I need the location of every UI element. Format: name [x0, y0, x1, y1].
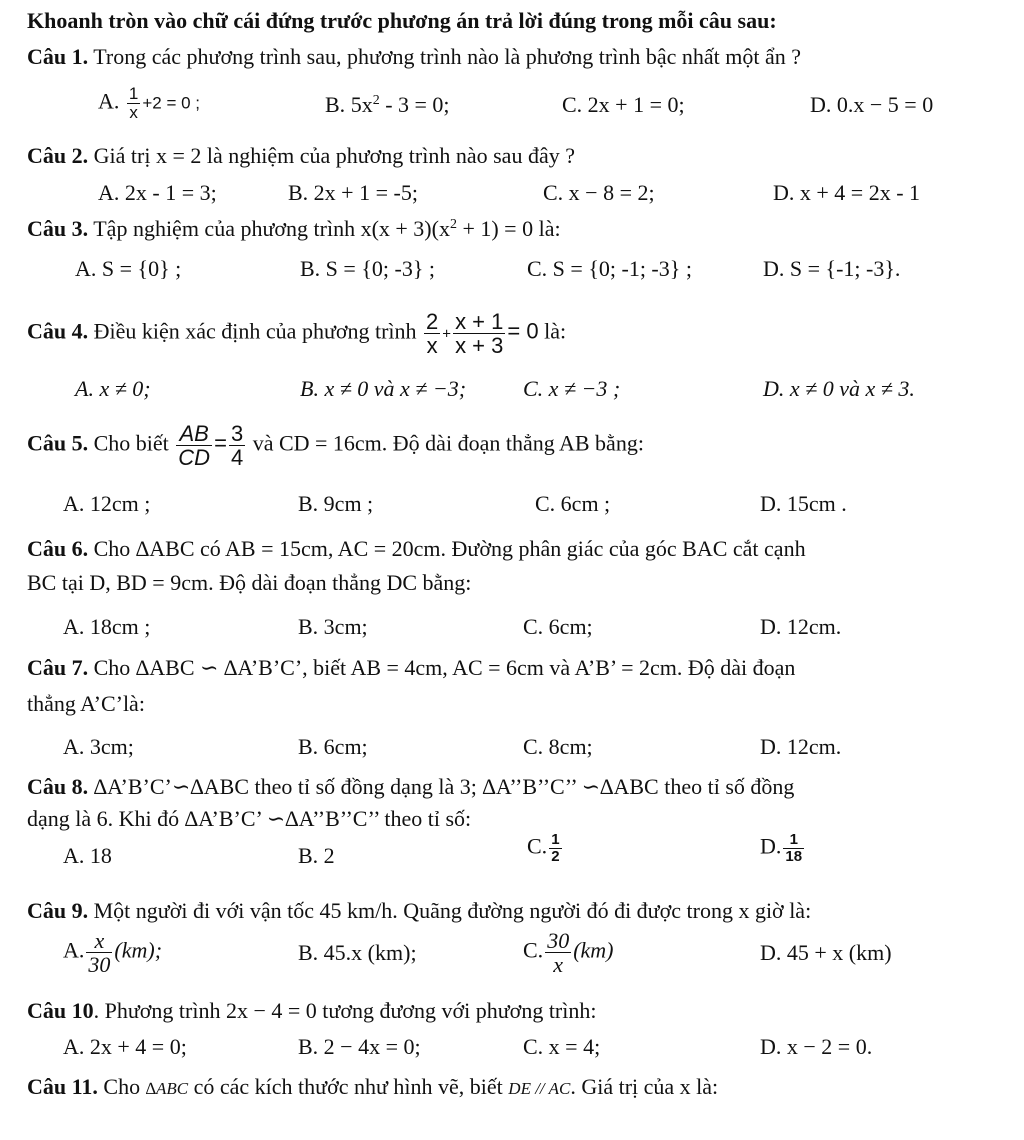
q5-fraction-1: $\frac{AB}{CD}$ [178, 421, 211, 471]
q4-option-c[interactable]: C. x ≠ −3 ; [523, 376, 621, 401]
q10-option-a[interactable]: A. 2x + 4 = 0; [63, 1034, 187, 1059]
question-9: Câu 9. Một người đi với vận tốc 45 km/h. Quãng đường người đó đi được trong x giờ là: [27, 898, 812, 923]
q1-option-b[interactable]: B. $5x^2 - 3 = 0$; [325, 92, 450, 117]
q5-option-b[interactable]: B. 9cm ; [298, 491, 374, 516]
question-8: Câu 8. ∆A’B’C’∽∆ABC theo tỉ số đồng dạng là 3; ∆A’’B’’C’’ ∽∆ABC theo tỉ số đồng [27, 774, 795, 799]
instruction-header: Khoanh tròn vào chữ cái đứng trước phương án trả lời đúng trong mỗi câu sau: [27, 8, 777, 33]
q4-fraction-2: $\frac{x + 1}{x + 3}$ [455, 309, 504, 359]
question-8-line-2: dạng là 6. Khi đó ∆A’B’C’ ∽∆A’’B’’C’’ theo tỉ số: [27, 806, 472, 831]
q10-option-c[interactable]: C. x = 4; [523, 1034, 601, 1059]
q2-option-a[interactable]: A. 2x - 1 = 3; [98, 180, 217, 205]
q2-option-b[interactable]: B. 2x + 1 = -5; [288, 180, 418, 205]
question-2: Câu 2. Giá trị x = 2 là nghiệm của phương trình nào sau đây ? [27, 143, 575, 168]
q10-option-b[interactable]: B. 2 − 4x = 0; [298, 1034, 421, 1059]
q3-option-d[interactable]: D. S = {-1; -3}. [763, 256, 901, 281]
q9-option-d[interactable]: D. 45 + x (km) [760, 940, 892, 965]
q2-option-d[interactable]: D. x + 4 = 2x - 1 [773, 180, 921, 205]
q4-option-d[interactable]: D. x ≠ 0 và x ≠ 3. [763, 376, 915, 401]
q3-option-c[interactable]: C. S = {0; -1; -3} ; [527, 256, 692, 281]
question-1-text: Trong các phương trình sau, phương trình nào là phương trình bậc nhất một ẩn ? [93, 44, 801, 69]
q6-option-b[interactable]: B. 3cm; [298, 614, 368, 639]
q9-option-a[interactable]: A. $\frac{x}{30}$ (km); [63, 928, 163, 978]
q2-option-c[interactable]: C. x − 8 = 2; [543, 180, 655, 205]
q7-option-c[interactable]: C. 8cm; [523, 734, 593, 759]
question-11: Câu 11. Cho ∆ABC có các kích thước như hình vẽ, biết DE // AC. Giá trị của x là: [27, 1074, 719, 1099]
q4-option-b[interactable]: B. x ≠ 0 và x ≠ −3; [300, 376, 467, 401]
q8-option-b[interactable]: B. 2 [298, 843, 335, 868]
question-3: Câu 3. Tập nghiệm của phương trình $x(x + 3)(x^2 + 1) = 0$ là: [27, 216, 561, 241]
q3-option-a[interactable]: A. S = {0} ; [75, 256, 182, 281]
question-6-line-2: BC tại D, BD = 9cm. Độ dài đoạn thẳng DC bằng: [27, 570, 472, 595]
q6-option-c[interactable]: C. 6cm; [523, 614, 593, 639]
q3-option-b[interactable]: B. S = {0; -3} ; [300, 256, 435, 281]
q4-option-a[interactable]: A. x ≠ 0; [75, 376, 151, 401]
question-4: Câu 4. Điều kiện xác định của phương trình $\frac{2}{x}$ + $\frac{x + 1}{x + 3}$ = 0 là: [27, 309, 567, 359]
question-5: Câu 5. Cho biết $\frac{AB}{CD}$ = $\frac{3}{4}$ và CD = 16cm. Độ dài đoạn thẳng AB bằng: [27, 421, 644, 471]
q1-option-d[interactable]: D. 0.x − 5 = 0 [810, 92, 934, 117]
q1-option-a[interactable]: A. $\frac{1}{x}$ +2 = 0 ; [98, 84, 201, 122]
q5-option-c[interactable]: C. 6cm ; [535, 491, 611, 516]
q7-option-a[interactable]: A. 3cm; [63, 734, 134, 759]
q5-option-d[interactable]: D. 15cm . [760, 491, 847, 516]
q9-option-b[interactable]: B. 45.x (km); [298, 940, 417, 965]
q5-option-a[interactable]: A. 12cm ; [63, 491, 151, 516]
q9-option-c[interactable]: C. $\frac{30}{x}$ (km) [523, 928, 614, 978]
question-7-line-2: thẳng A’C’là: [27, 691, 145, 716]
question-6: Câu 6. Cho ∆ABC có AB = 15cm, AC = 20cm. Đường phân giác của góc BAC cắt cạnh [27, 536, 806, 561]
q6-option-a[interactable]: A. 18cm ; [63, 614, 151, 639]
question-1 [27, 44, 1024, 70]
q5-fraction-2: $\frac{3}{4}$ [230, 421, 244, 471]
q4-fraction-1: $\frac{2}{x}$ [426, 309, 439, 359]
question-7: Câu 7. Cho ∆ABC ∽ ∆A’B’C’, biết AB = 4cm, AC = 6cm và A’B’ = 2cm. Độ dài đoạn [27, 655, 796, 680]
q1-a-fraction: $\frac{1}{x}$ [128, 84, 139, 122]
q8-option-d[interactable]: D. $\frac{1}{18}$ [760, 831, 803, 865]
q1-option-c[interactable]: C. 2x + 1 = 0; [562, 92, 685, 117]
q6-option-d[interactable]: D. 12cm. [760, 614, 842, 639]
q8-option-a[interactable]: A. 18 [63, 843, 112, 868]
q7-option-d[interactable]: D. 12cm. [760, 734, 842, 759]
question-10: Câu 10. Phương trình 2x − 4 = 0 tương đương với phương trình: [27, 998, 597, 1023]
question-1-label: Câu 1. [27, 44, 89, 69]
q10-option-d[interactable]: D. x − 2 = 0. [760, 1034, 873, 1059]
q7-option-b[interactable]: B. 6cm; [298, 734, 368, 759]
q8-option-c[interactable]: C. $\frac{1}{2}$ [527, 831, 560, 865]
